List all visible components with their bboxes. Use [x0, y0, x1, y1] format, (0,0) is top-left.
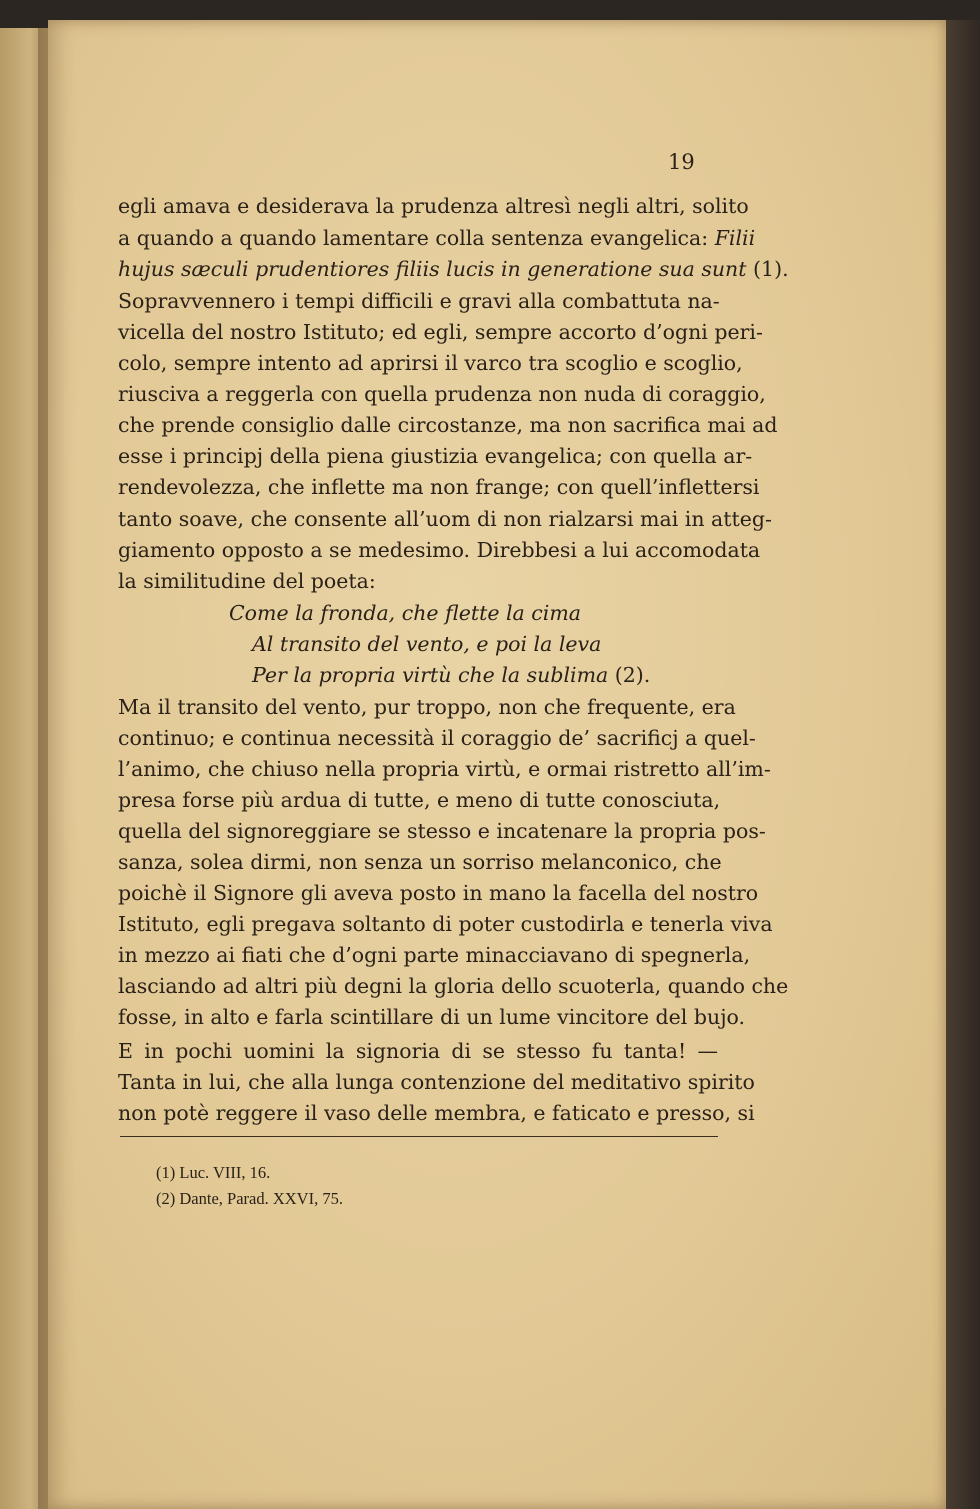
- verse-line: Per la propria virtù che la sublima (2).: [252, 663, 651, 687]
- text-line: E in pochi uomini la signoria di se stesso fu tanta! —: [118, 1039, 718, 1063]
- verse-line: Al transito del vento, e poi la leva: [252, 632, 602, 656]
- text-line: Istituto, egli pregava soltanto di poter custodirla e tenerla viva: [118, 912, 773, 936]
- text-line: a quando a quando lamentare colla sentenza evangelica: Filii: [118, 226, 756, 250]
- text-line: Ma il transito del vento, pur troppo, non che frequente, era: [118, 695, 736, 719]
- text-line: Sopravvennero i tempi difficili e gravi alla combattuta na-: [118, 289, 720, 313]
- text-line: esse i principj della piena giustizia evangelica; con quella ar-: [118, 444, 753, 468]
- page-number: 19: [668, 150, 695, 174]
- text-line: fosse, in alto e farla scintillare di un lume vincitore del bujo.: [118, 1005, 746, 1029]
- text-line: giamento opposto a se medesimo. Direbbesi a lui accomodata: [118, 538, 761, 562]
- right-page-edge: [946, 20, 980, 1509]
- text-line: vicella del nostro Istituto; ed egli, sempre accorto d’ogni peri-: [118, 320, 763, 344]
- text-line: presa forse più ardua di tutte, e meno di tutte conosciuta,: [118, 788, 721, 812]
- text-line: che prende consiglio dalle circostanze, ma non sacrifica mai ad: [118, 413, 778, 437]
- text-line: la similitudine del poeta:: [118, 569, 376, 593]
- text-line: colo, sempre intento ad aprirsi il varco tra scoglio e scoglio,: [118, 351, 743, 375]
- footnote-ref: (1).: [746, 257, 789, 281]
- text-line: continuo; e continua necessità il coraggio de’ sacrificj a quel-: [118, 726, 756, 750]
- text-line: egli amava e desiderava la prudenza altresì negli altri, solito: [118, 194, 749, 218]
- text-line: tanto soave, che consente all’uom di non rialzarsi mai in atteg-: [118, 507, 772, 531]
- text-line: rendevolezza, che inflette ma non frange; con quell’inflettersi: [118, 475, 760, 499]
- text-line: quella del signoreggiare se stesso e incatenare la propria pos-: [118, 819, 766, 843]
- footnote: (1) Luc. VIII, 16.: [156, 1163, 271, 1182]
- text-line: Tanta in lui, che alla lunga contenzione del meditativo spirito: [118, 1070, 755, 1094]
- latin-word: Filii: [714, 226, 756, 250]
- text-line: sanza, solea dirmi, non senza un sorriso melanconico, che: [118, 850, 722, 874]
- verse-line: Come la fronda, che flette la cima: [229, 601, 581, 625]
- text-line: non potè reggere il vaso delle membra, e faticato e presso, si: [118, 1101, 755, 1125]
- footnote-rule: [120, 1136, 718, 1137]
- footnote: (2) Dante, Parad. XXVI, 75.: [156, 1189, 343, 1208]
- footnote-ref: (2).: [608, 663, 651, 687]
- text-line: lasciando ad altri più degni la gloria dello scuoterla, quando che: [118, 974, 789, 998]
- text-line: riusciva a reggerla con quella prudenza non nuda di coraggio,: [118, 382, 766, 406]
- text-line: poichè il Signore gli aveva posto in mano la facella del nostro: [118, 881, 759, 905]
- text-line: in mezzo ai fiati che d’ogni parte minacciavano di spegnerla,: [118, 943, 751, 967]
- text-line: l’animo, che chiuso nella propria virtù, e ormai ristretto all’im-: [118, 757, 771, 781]
- text-line: hujus sæculi prudentiores filiis lucis in generatione sua sunt (1).: [118, 257, 789, 281]
